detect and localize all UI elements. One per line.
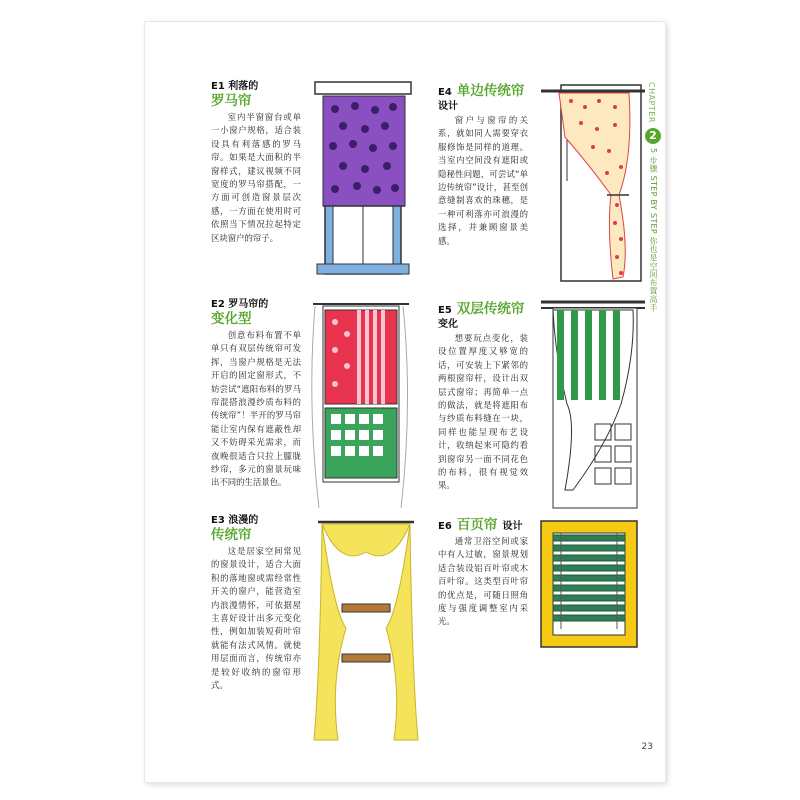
chapter-label: CHAPTER [647, 82, 656, 123]
item-body: 室内半窗窗台或单一小窗户规格，适合装设具有利落感的罗马帘。如果是大面积的半窗样式，建议视频不同宽度的罗马帘搭配，一方面可创造窗景层次感，一方面在使用时可依照当下情况拉起特定区块窗户的帘子。 [211, 112, 301, 243]
venetian-blind-icon [537, 517, 643, 652]
chapter-title: 5 步骤 STEP BY STEP 你也是空间布置高手 [649, 148, 658, 312]
item-e2 [211, 298, 301, 490]
roman-shade-icon [307, 74, 417, 286]
item-body: 创意布料布置不单单只有双层传统帘可发挥，当窗户规格是无法开启的固定窗形式，不妨尝试“遮阳布料的罗马帘混搭浪漫纱质布料的传统帘”！半开的罗马帘能让室内保有遮蔽性却又不妨碍采光需求，而夜晚很适合只拉上朦胧纱帘，多元的窗景玩味出不同的生活景色。 [211, 330, 301, 488]
item-code: E1 利落的 [211, 81, 259, 92]
item-title: 传统帘 [211, 527, 252, 543]
item-code: E6 [438, 521, 452, 532]
page-number: 23 [641, 742, 653, 752]
item-code: E2 罗马帘的 [211, 299, 269, 310]
item-e1 [211, 80, 301, 245]
item-subtitle: 设计 [438, 101, 458, 112]
item-subtitle: 变化 [438, 319, 458, 330]
item-body: 窗户与窗帘的关系，就如同人需要穿衣服修饰是同样的道理。当室内空间没有遮阳或隐秘性问题，可尝试“单边传统帘”设计，甚至创意缝制喜欢的珠穗，是一种可利落亦可浪漫的选择，并兼顾窗景美感。 [438, 115, 528, 246]
item-e3 [211, 514, 301, 692]
romantic-curtain-icon [310, 512, 420, 744]
chapter-number-badge: 2 [645, 128, 661, 144]
item-title: 变化型 [211, 311, 252, 327]
item-title: 双层传统帘 [456, 301, 525, 317]
item-code: E3 浪漫的 [211, 515, 259, 526]
item-title: 百页帘 [456, 517, 498, 533]
item-body: 这是居家空间常见的窗景设计，适合大面积的落地窗或需经常性开关的窗户，能营造室内浪漫情怀，可依据屋主喜好设计出多元变化性，例如加装短荷叶帘就能有法式风情。就使用层面而言，传统帘亦是较好收纳的窗帘形式。 [211, 546, 301, 691]
item-body: 想要玩点变化，装设位置厚度又够宽的话，可安装上下紧邻的两根窗帘杆，设计出双层式窗帘；再简单一点的做法，就是将遮阳布与纱质布料缝在一块，同样也能呈现布艺设计，收纳起来可隐约看到窗帘另一面不同花色的布料，很有视觉效果。 [438, 333, 528, 491]
item-code: E5 [438, 305, 452, 316]
item-body: 通常卫浴空间或家中有人过敏，窗景规划适合装设铝百叶帘或木百叶帘。这类型百叶帘的优点是，可随日照角度与强度调整室内采光。 [438, 536, 528, 627]
item-title: 罗马帘 [211, 93, 252, 109]
book-page [145, 22, 665, 782]
item-e4 [438, 80, 528, 248]
item-title: 单边传统帘 [456, 83, 525, 99]
double-layer-curtain-icon [537, 294, 647, 516]
item-code: E4 [438, 87, 452, 98]
item-e6 [438, 514, 528, 629]
single-side-curtain-icon [537, 77, 647, 287]
item-e5 [438, 298, 528, 493]
layered-roman-shade-icon [305, 294, 415, 516]
chapter-sidebar [645, 82, 663, 312]
item-title-suffix: 设计 [502, 521, 523, 532]
